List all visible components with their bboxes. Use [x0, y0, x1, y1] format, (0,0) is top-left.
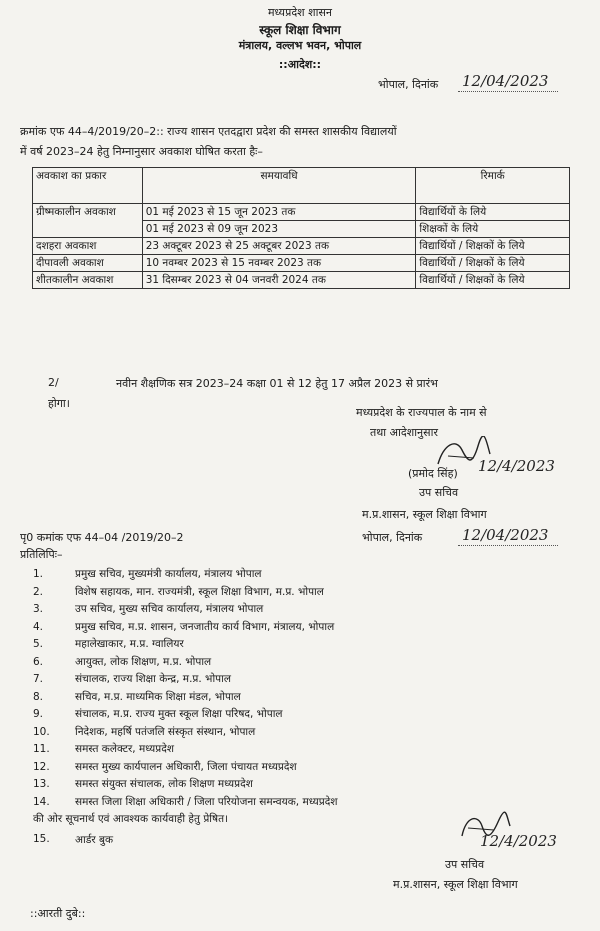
handwritten-date: 12/04/2023: [462, 72, 549, 90]
list-item: 6. आयुक्त, लोक शिक्षण, म.प्र. भोपाल: [33, 655, 212, 668]
signature1-department: म.प्र.शासन, स्कूल शिक्षा विभाग: [362, 508, 487, 521]
list-item: 14. समस्त जिला शिक्षा अधिकारी / जिला परियोजना समन्वयक, मध्यप्रदेश: [33, 795, 338, 808]
list-item: 12. समस्त मुख्य कार्यपालन अधिकारी, जिला पंचायत मध्यप्रदेश: [33, 760, 297, 773]
list-item: 4. प्रमुख सचिव, म.प्र. शासन, जनजातीय कार्य विभाग, मंत्रालय, भोपाल: [33, 620, 335, 633]
point2-continuation: होगा।: [48, 397, 70, 410]
table-row: [33, 238, 570, 255]
header-address: मंत्रालय, वल्लभ भवन, भोपाल: [238, 39, 362, 52]
header-state-government: मध्यप्रदेश शासन: [267, 6, 333, 19]
cell-remark: शिक्षकों के लिये: [416, 221, 570, 238]
header-period: समयावधि: [142, 168, 416, 204]
point2-number: 2/: [48, 376, 59, 389]
header-remark: रिमार्क: [416, 168, 570, 204]
item15-number: 15.: [33, 833, 50, 845]
list-item: 3. उप सचिव, मुख्य सचिव कार्यालय, मंत्रालय भोपाल: [33, 603, 264, 615]
endorsement-date-underline: [458, 545, 558, 546]
list-continuation: की ओर सूचनार्थ एवं आवश्यक कार्यवाही हेतु प्रेषित।: [33, 813, 229, 825]
list-item: 9. संचालक, म.प्र. राज्य मुक्त स्कूल शिक्षा परिषद, भोपाल: [33, 708, 283, 720]
date-label: भोपाल, दिनांक: [378, 78, 439, 91]
cell-period: 10 नवम्बर 2023 से 15 नवम्बर 2023 तक: [142, 255, 416, 272]
cell-remark: विद्यार्थियों / शिक्षकों के लिये: [416, 272, 570, 289]
cell-remark: विद्यार्थियों के लिये: [416, 204, 570, 221]
list-item: 11. समस्त कलेक्टर, मध्यप्रदेश: [33, 743, 174, 755]
endorsement-date-label: भोपाल, दिनांक: [362, 531, 423, 544]
holiday-table: [32, 167, 570, 289]
cell-leave-type: शीतकालीन अवकाश: [33, 272, 143, 289]
typist-initials: ::आरती दुबे::: [30, 907, 86, 920]
cell-leave-type: दीपावली अवकाश: [33, 255, 143, 272]
cell-remark: विद्यार्थियों / शिक्षकों के लिये: [416, 238, 570, 255]
order-paragraph-line1: क्रमांक एफ 44–4/2019/20–2:: राज्य शासन एतदद्वारा प्रदेश की समस्त शासकीय विद्यालयों: [20, 125, 397, 138]
cell-leave-type: ग्रीष्मकालीन अवकाश: [33, 204, 143, 238]
list-item: 2. विशेष सहायक, मान. राज्यमंत्री, स्कूल शिक्षा विभाग, म.प्र. भोपाल: [33, 585, 324, 598]
list-item: 13. समस्त संयुक्त संचालक, लोक शिक्षण मध्यप्रदेश: [33, 778, 253, 790]
list-item: 1. प्रमुख सचिव, मुख्यमंत्री कार्यालय, मंत्रालय भोपाल: [33, 568, 262, 580]
signature1-name: (प्रमोद सिंह): [408, 467, 458, 480]
table-row: [33, 255, 570, 272]
signature2-department: म.प्र.शासन, स्कूल शिक्षा विभाग: [393, 878, 518, 891]
endorsement-handwritten-date: 12/04/2023: [462, 526, 549, 544]
table-header-row: [33, 168, 570, 204]
copy-to-label: प्रतिलिपिः–: [20, 548, 63, 561]
item15-text: आर्डर बुक: [75, 834, 114, 846]
distribution-list: [33, 566, 573, 811]
table-row: [33, 204, 570, 221]
endorsement-reference: पृ0 कमांक एफ 44–04 /2019/20–2: [20, 531, 184, 544]
cell-period: 01 मई 2023 से 15 जून 2023 तक: [142, 204, 416, 221]
signature1-order-line: तथा आदेशानुसार: [370, 426, 438, 439]
cell-leave-type: दशहरा अवकाश: [33, 238, 143, 255]
list-item: 5. महालेखाकार, म.प्र. ग्वालियर: [33, 638, 184, 650]
cell-period: 31 दिसम्बर 2023 से 04 जनवरी 2024 तक: [142, 272, 416, 289]
signature1-governor-line: मध्यप्रदेश के राज्यपाल के नाम से: [356, 406, 487, 419]
date-underline: [458, 91, 558, 92]
cell-period: 01 मई 2023 से 09 जून 2023: [142, 221, 416, 238]
point2-text: नवीन शैक्षणिक सत्र 2023–24 कक्षा 01 से 12 हेतु 17 अप्रैल 2023 से प्रारंभ: [116, 377, 438, 390]
signature1-handwritten-date: 12/4/2023: [478, 457, 555, 475]
list-item: 10. निदेशक, महर्षि पतंजलि संस्कृत संस्थान, भोपाल: [33, 725, 256, 738]
header-department: स्कूल शिक्षा विभाग: [259, 23, 341, 37]
header-order-title: ::आदेश::: [278, 58, 322, 71]
cell-period: 23 अक्टूबर 2023 से 25 अक्टूबर 2023 तक: [142, 238, 416, 255]
table-row: [33, 272, 570, 289]
signature2-designation: उप सचिव: [445, 858, 485, 871]
signature1-designation: उप सचिव: [419, 486, 459, 499]
header-leave-type: अवकाश का प्रकार: [33, 168, 143, 204]
list-item: 8. सचिव, म.प्र. माध्यमिक शिक्षा मंडल, भोपाल: [33, 690, 241, 703]
order-paragraph-line2: में वर्ष 2023–24 हेतु निम्नानुसार अवकाश घोषित करता हैः–: [20, 145, 263, 158]
list-item: 7. संचालक, राज्य शिक्षा केन्द्र, म.प्र. भोपाल: [33, 673, 231, 685]
signature2-handwritten-date: 12/4/2023: [480, 832, 557, 850]
cell-remark: विद्यार्थियों / शिक्षकों के लिये: [416, 255, 570, 272]
